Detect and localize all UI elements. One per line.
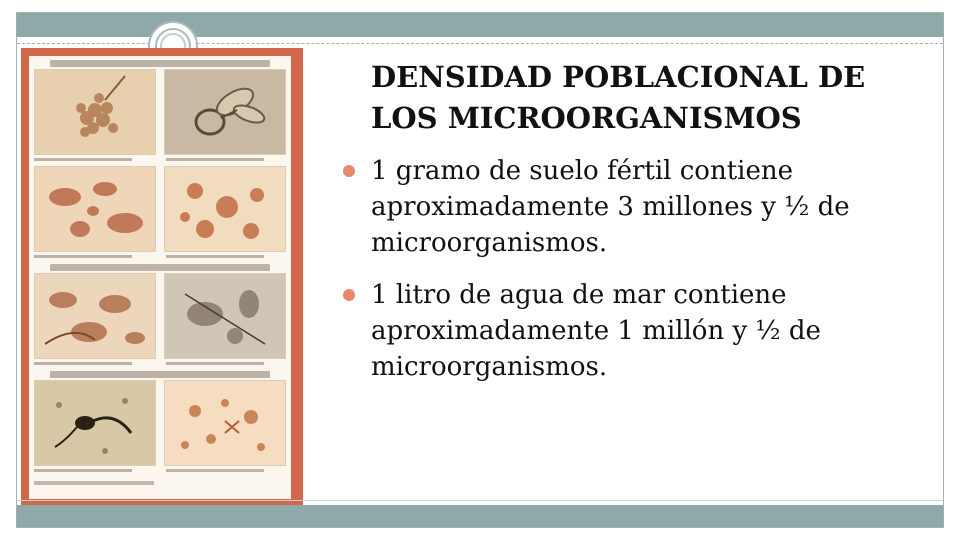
bullet-item bbox=[337, 277, 931, 385]
microorganism-photo-plate bbox=[29, 56, 291, 499]
plate-footer bbox=[34, 481, 154, 485]
microscope-photo bbox=[34, 69, 156, 155]
bullet-dot-icon bbox=[343, 289, 355, 301]
microscope-photo bbox=[164, 166, 286, 252]
photo-caption bbox=[166, 361, 286, 367]
microscope-photo bbox=[164, 380, 286, 466]
microscope-photo bbox=[34, 273, 156, 359]
plate-heading bbox=[50, 371, 270, 378]
bullet-list bbox=[337, 153, 937, 385]
bottom-divider bbox=[17, 500, 943, 501]
plate-heading bbox=[50, 264, 270, 271]
microscope-photo bbox=[34, 166, 156, 252]
microscope-photo bbox=[164, 273, 286, 359]
bullet-item bbox=[337, 153, 931, 261]
slide bbox=[16, 12, 944, 528]
photo-caption bbox=[166, 157, 286, 163]
microscope-photo bbox=[34, 380, 156, 466]
photo-caption bbox=[34, 361, 154, 367]
bullet-text: 1 gramo de suelo fértil contiene aproximadamente 3 millones y ½ de microorganismos. bbox=[371, 156, 850, 258]
photo-caption bbox=[166, 254, 286, 260]
photo-caption bbox=[34, 254, 154, 260]
bottom-band bbox=[17, 505, 943, 527]
photo-caption bbox=[34, 468, 154, 474]
slide-title: DENSIDAD POBLACIONAL DE LOS MICROORGANISMOS bbox=[371, 60, 866, 135]
plate-heading bbox=[50, 60, 270, 67]
slide-content bbox=[337, 57, 937, 401]
photo-caption bbox=[34, 157, 154, 163]
photo-caption bbox=[166, 468, 286, 474]
bullet-text: 1 litro de agua de mar contiene aproximadamente 1 millón y ½ de microorganismos. bbox=[371, 280, 821, 382]
bullet-dot-icon bbox=[343, 165, 355, 177]
microscope-photo bbox=[164, 69, 286, 155]
microorganism-image-frame bbox=[21, 48, 303, 505]
